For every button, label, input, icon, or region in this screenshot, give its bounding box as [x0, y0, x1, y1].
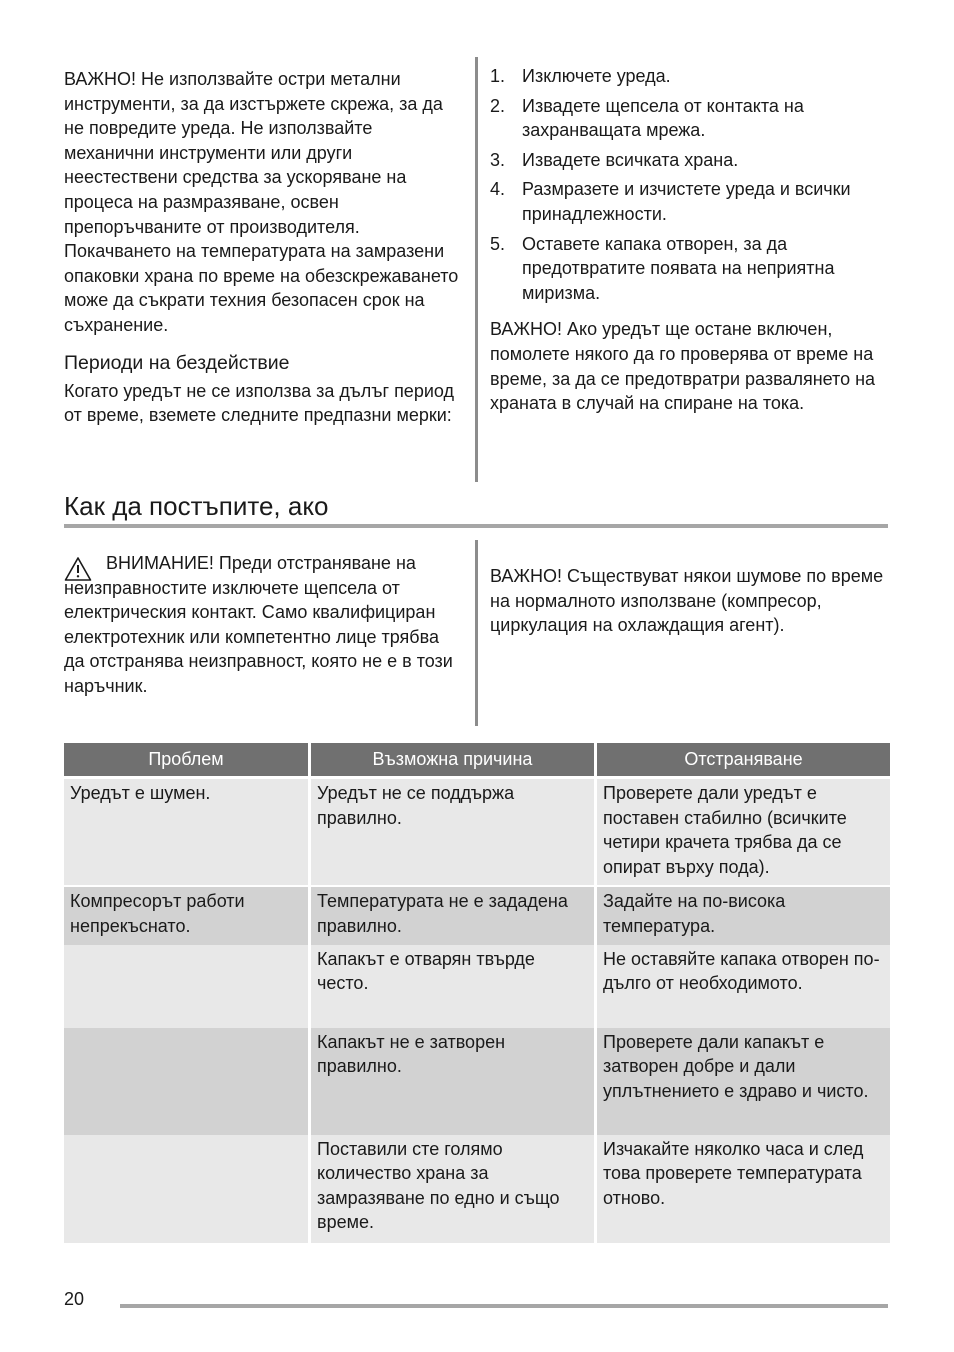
step-text: Размразете и изчистете уреда и всички принадлежности. [522, 179, 851, 224]
list-item [490, 232, 888, 306]
fix-cell: Не оставяйте капака отворен по-дълго от необходимото. [597, 945, 890, 1028]
step-number: 5. [490, 233, 506, 254]
important-label: ВАЖНО! [490, 319, 563, 340]
right-top-column [490, 64, 888, 416]
step-text: Извадете щепсела от контакта на захранващата мрежа. [522, 95, 804, 141]
column-header-cause: Възможна причина [311, 743, 594, 776]
column-header-problem: Проблем [64, 743, 308, 776]
warning-block [64, 551, 464, 699]
page-number: 20 [64, 1289, 85, 1309]
table-row [64, 1028, 890, 1135]
idle-periods-text: Когато уредът не се използва за дълъг период от време, вземете следните предпазни мерки: [64, 380, 455, 426]
cause-cell: Капакът не е затворен правилно. [311, 1028, 594, 1135]
cause-cell: Капакът е отварян твърде често. [311, 945, 594, 1028]
step-text: Изключете уреда. [522, 66, 671, 86]
important-text: Не използвайте остри метални инструменти, за да изстържете скрежа, за да не повредите уреда. Не използвайте механични инструменти или други неестествени средства за ускоряване на процеса на размразяване, освен препоръчваните от производителя. Покачването на температурата на замразени опаковки храна по време на обезскрежаването може да съкрати техния безопасен срок на съхранение. [64, 69, 459, 335]
step-number: 4. [490, 179, 506, 200]
problem-cell [64, 1135, 308, 1243]
problem-cell [64, 1028, 308, 1135]
step-text: Извадете всичката храна. [522, 149, 739, 170]
table-header-row [64, 743, 890, 776]
column-header-fix: Отстраняване [597, 743, 890, 776]
warning-text: Преди отстраняване на неизправностите изключете щепсела от електрическия контакт. Само квалифициран електротехник или компетентно лице трябва да отстранява неизправност, която не е в този наръчник. [64, 553, 453, 696]
fix-cell: Проверете дали уредът е поставен стабилно (всичките четири крачета трябва да се опират върху пода). [597, 779, 890, 885]
problem-cell: Компресорът работи непрекъснато. [64, 887, 308, 944]
step-number: 2. [490, 95, 506, 116]
table-row [64, 887, 890, 944]
idle-steps-list [490, 64, 888, 305]
step-number: 3. [490, 149, 506, 170]
step-number: 1. [490, 66, 506, 86]
list-item [490, 94, 888, 143]
important-note-defrost [64, 67, 464, 338]
warning-text-block [64, 551, 464, 699]
cause-cell: Температурата не е зададена правилно. [311, 887, 594, 944]
section-title-rule [64, 524, 888, 528]
idle-periods-heading: Периоди на бездействие [64, 351, 290, 374]
fix-cell: Изчакайте няколко часа и след това проверете температурата отново. [597, 1135, 890, 1243]
list-item [490, 148, 888, 173]
cause-cell: Уредът не се поддържа правилно. [311, 779, 594, 885]
problem-cell [64, 945, 308, 1028]
noise-note [490, 564, 888, 638]
section-title: Как да постъпите, ако [64, 491, 329, 521]
left-top-column [64, 67, 464, 428]
important-note-noise [490, 564, 888, 638]
column-divider-top [475, 57, 478, 482]
important-note-power [490, 317, 888, 415]
fix-cell: Проверете дали капакът е затворен добре и дали уплътнението е здраво и чисто. [597, 1028, 890, 1135]
fix-cell: Задайте на по-висока температура. [597, 887, 890, 944]
important-label: ВАЖНО! [490, 566, 563, 586]
important-label: ВАЖНО! [64, 69, 137, 89]
table-row [64, 1135, 890, 1243]
step-text: Оставете капака отворен, за да предотвратите появата на неприятна миризма. [522, 233, 835, 303]
footer-rule [120, 1304, 888, 1308]
table-row [64, 779, 890, 885]
column-divider-bottom [475, 540, 478, 726]
list-item [490, 177, 888, 226]
important-text: Съществуват някои шумове по време на нормалното използване (компресор, циркулация на охлаждащия агент). [490, 566, 884, 636]
warning-label: ВНИМАНИЕ! [106, 553, 214, 573]
important-text: Ако уредът ще остане включен, помолете някого да го проверява от време на време, за да се предотвратри развалянето на храната в случай на спиране на тока. [490, 319, 876, 414]
troubleshooting-table [61, 743, 893, 1243]
cause-cell: Поставили сте голямо количество храна за замразяване по едно и също време. [311, 1135, 594, 1243]
list-item [490, 64, 888, 89]
table-row [64, 945, 890, 1028]
problem-cell: Уредът е шумен. [64, 779, 308, 885]
